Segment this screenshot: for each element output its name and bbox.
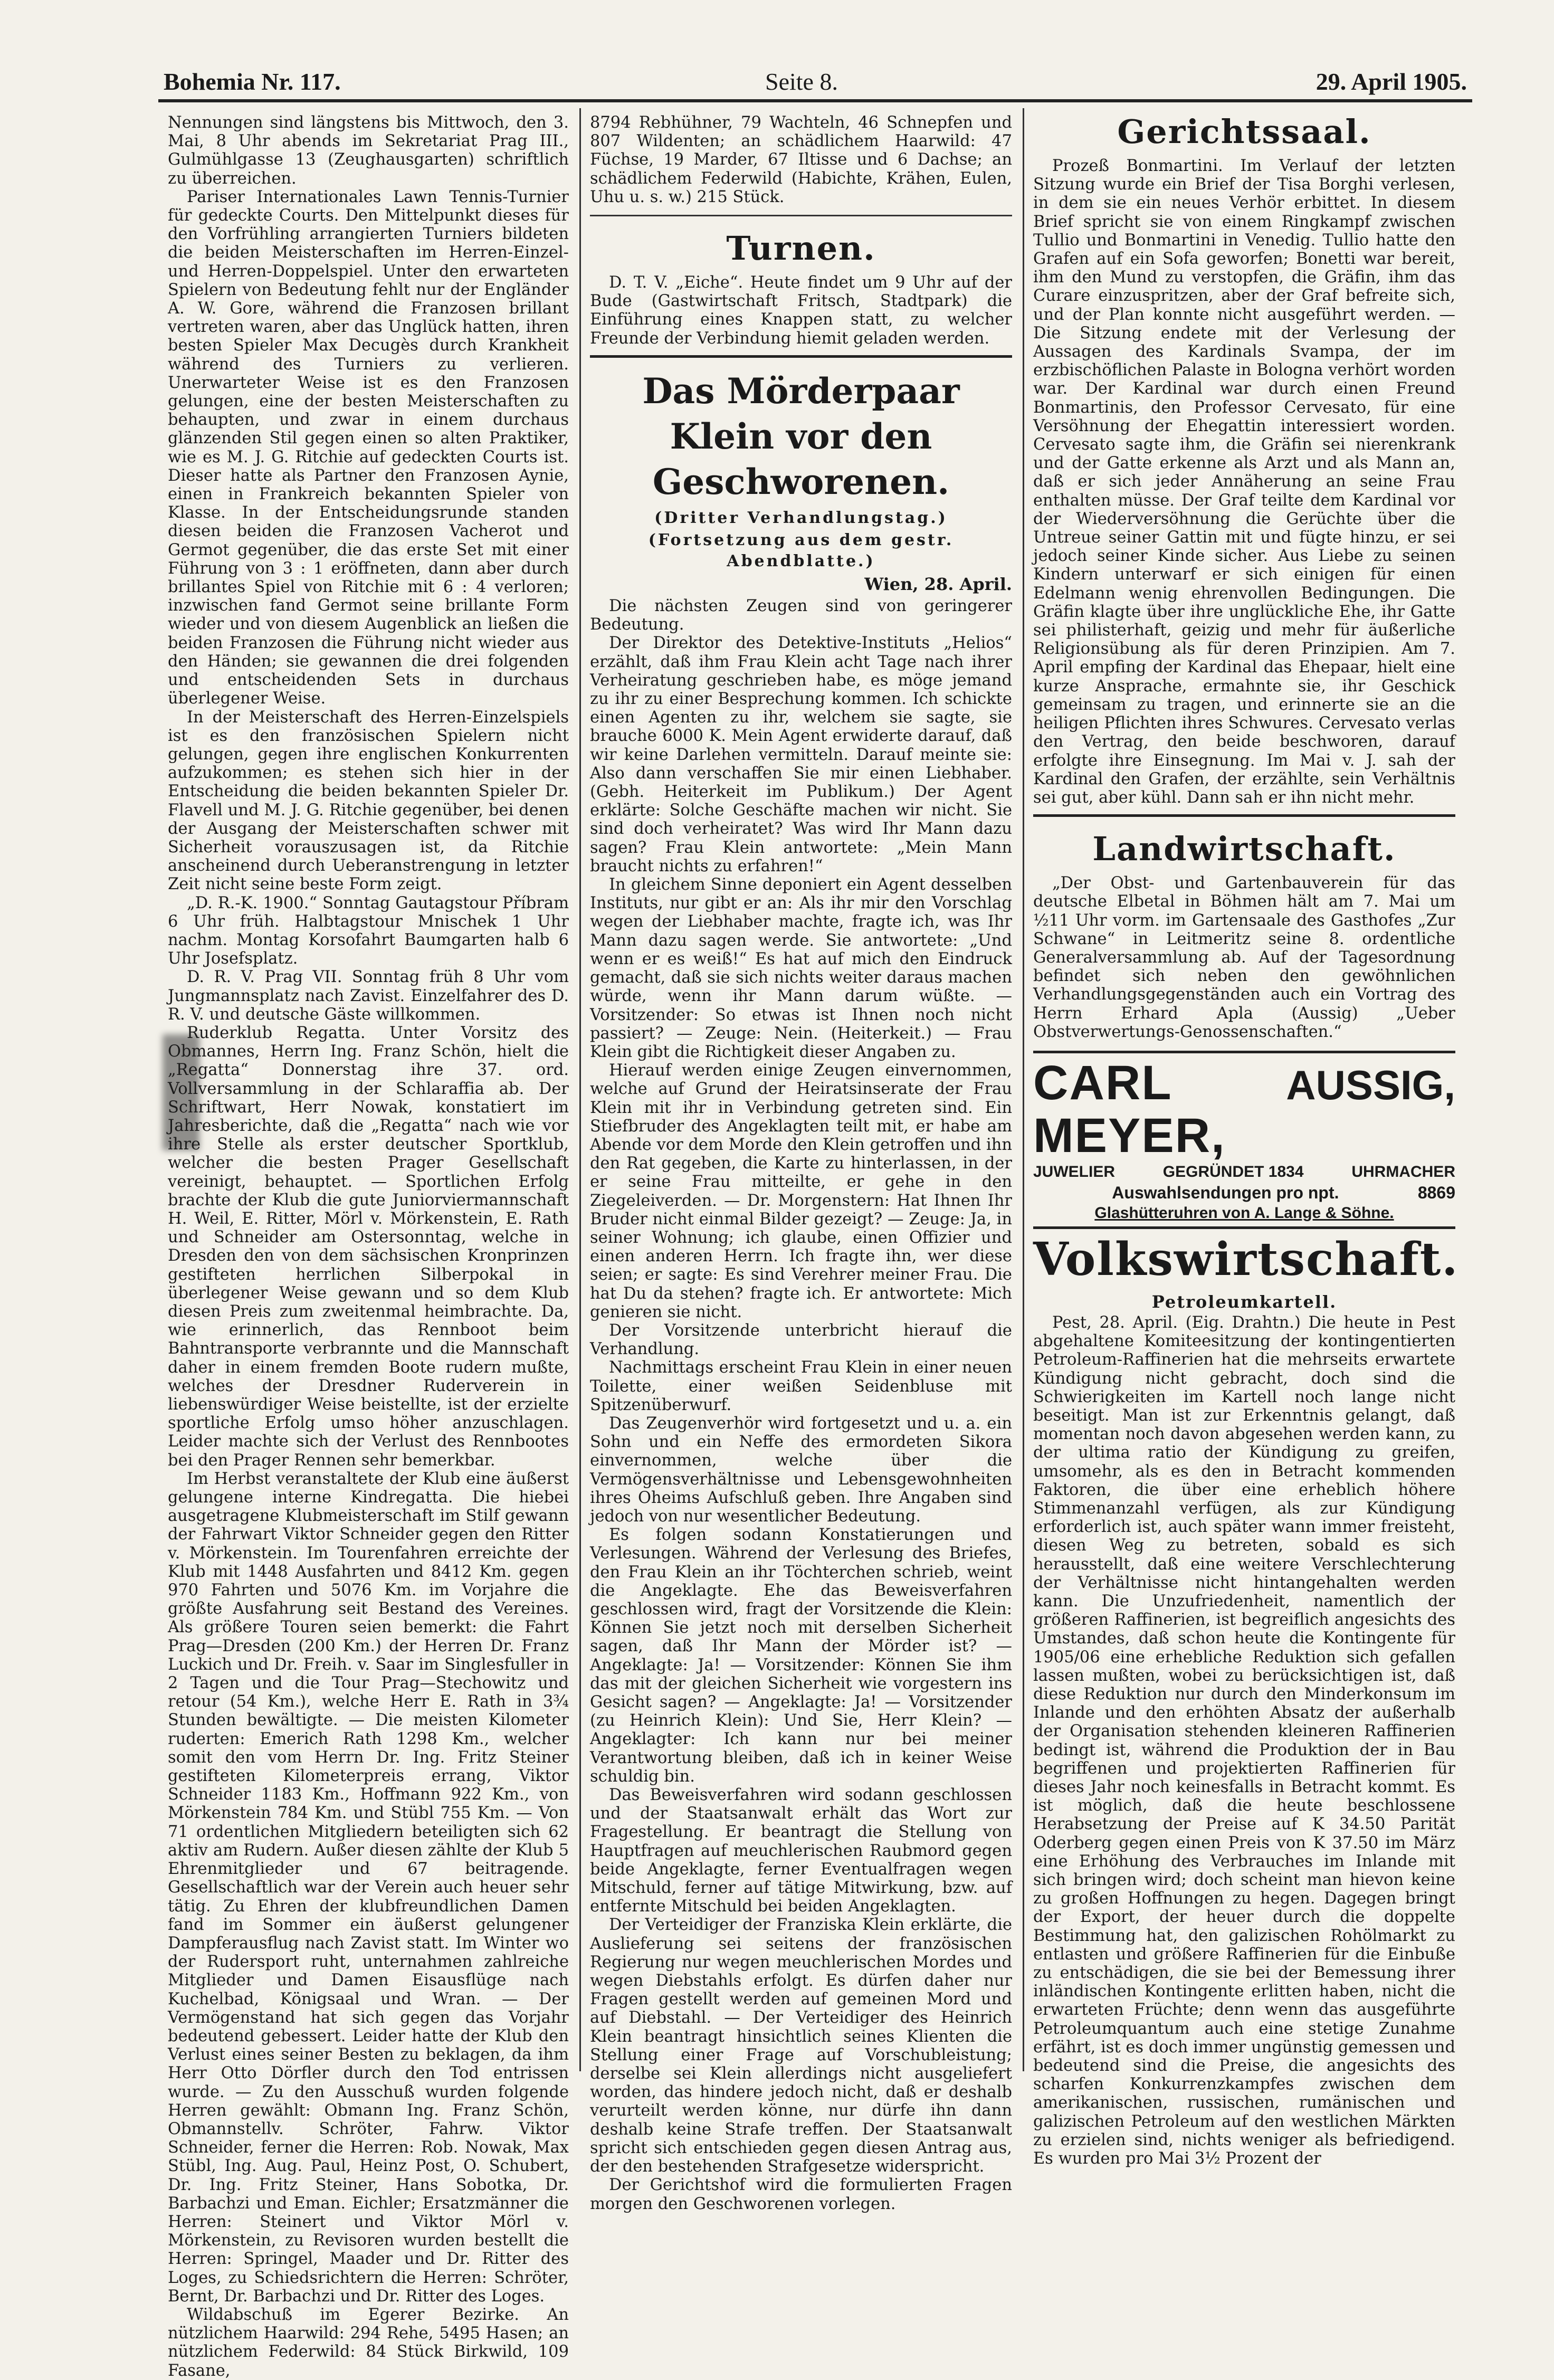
article-paragraph: 8794 Rebhühner, 79 Wachteln, 46 Schnepfen und 807 Wildenten; an schädlichem Haarwild: 47 Füchse, 19 Marder, 67 Iltisse und 6 Dachse; an schädlichem Federwild (Habichte, Krähen, Eulen, Uhu u. s. w.) 215 Stück.: [590, 113, 1012, 206]
column-divider: [579, 108, 581, 2071]
article-paragraph: Wildabschuß im Egerer Bezirke. An nützlichem Haarwild: 294 Rehe, 5495 Hasen; an nützlichem Federwild: 84 Stück Birkwild, 109 Fasane,: [168, 2305, 569, 2380]
section-divider: [590, 355, 1012, 358]
article-subtitle: (Dritter Verhandlungstag.): [654, 508, 948, 527]
article-paragraph: Im Herbst veranstaltete der Klub eine äußerst gelungene interne Kindregatta. Die hiebei ausgetragene Klubmeisterschaft im Stilf gewann der Fahrwart Viktor Schneider gegen den Ritter v. Mörkenstein. Im Tourenfahren erreichte der Klub mit 1448 Ausfahrten und 8412 Km. gegen 970 Fahrten und 5076 Km. im Vorjahre die größte Ausfahrung seit Bestand des Vereines. Als größere Touren seien bemerkt: die Fahrt Prag—Dresden (200 Km.) der Herren Dr. Franz Luckich und Dr. Freih. v. Saar im Singlesfuller in 2 Tagen und die Tour Prag—Stechowitz und retour (54 Km.), welche Herr E. Rath in 3¾ Stunden bewältigte. — Die meisten Kilometer ruderten: Emerich Rath 1298 Km., welcher somit den vom Herrn Dr. Ing. Fritz Steiner gestifteten Kilometerpreis errang, Viktor Schneider 1183 Km., Hoffmann 922 Km., von Mörkenstein 784 Km. und Stübl 755 Km. — Von 71 ordentlichen Mitgliedern beteiligten sich 62 aktiv am Rudern. Außer diesen zählte der Klub 5 Ehrenmitglieder und 67 beitragende. Gesellschaftlich war der Verein auch heuer sehr tätig. Zu Ehren der klubfreundlichen Damen fand im Sommer ein äußerst gelungener Dampferausflug nach Zavist statt. Im Winter wo der Rudersport ruht, unternahmen zahlreiche Mitglieder und Damen Eisausflüge nach Kuchelbad, Königsaal und Wran. — Der Vermögenstand hat sich gegen das Vorjahr bedeutend gebessert. Leider hatte der Klub den Verlust eines seiner Besten zu beklagen, da ihm Herr Otto Dörfler durch den Tod entrissen wurde. — Zu den Ausschuß wurden folgende Herren gewählt: Obmann Ing. Franz Schön, Obmannstellv. Schröter, Fahrw. Viktor Schneider, ferner die Herren: Rob. Nowak, Max Stübl, Ing. Aug. Paul, Heinz Post, O. Schubert, Dr. Ing. Fritz Steiner, Hans Sobotka, Dr. Barbachzi und Eman. Eichler; Ersatzmänner die Herren: Steinert und Viktor Mörl v. Mörkenstein, zu Revisoren wurden bestellt die Herren: Springel, Maader und Dr. Ritter des Loges, zu Schiedsrichtern die Herren: Schröter, Bernt, Dr. Barbachzi und Dr. Ritter des Loges.: [168, 1469, 569, 2306]
ad-trade-right: UHRMACHER: [1351, 1163, 1455, 1181]
article-paragraph: Pariser Internationales Lawn Tennis-Turnier für gedeckte Courts. Den Mittelpunkt dieses für den Vorfrühling arrangierten Turniers bildeten die beiden Meisterschaften im Herren-Einzel- und Herren-Doppelspiel. Unter den erwarteten Spielern von Bedeutung fehlt nur der Engländer A. W. Gore, während die Franzosen brillant vertreten waren, aber das Unglück hatten, ihren besten Spieler Max Decugès durch Krankheit während des Turniers zu verlieren. Unerwarteter Weise ist es den Franzosen gelungen, eine der besten Meisterschaften zu behaupten, und zwar in einem durchaus glänzenden Stil gegen einen so alten Praktiker, wie es M. J. G. Ritchie auf gedeckten Courts ist. Dieser hatte als Partner den Franzosen Aynie, einen in Frankreich bekannten Spieler von Klasse. In der Entscheidungsrunde standen diesen beiden die Franzosen Vacherot und Germot gegenüber, die das erste Set mit einer Führung von 3 : 1 eröffneten, dann aber durch brillantes Spiel von Ritchie mit 6 : 4 verloren; inzwischen fand Germot seine brillante Form wieder und von diesem Augenblick an ließen die beiden Franzosen die Führung nicht wieder aus den Händen; sie gewannen die drei folgenden und entscheidenden Sets in durchaus überlegener Weise.: [168, 187, 569, 708]
ad-line: [1033, 1182, 1455, 1203]
section-divider: [1033, 814, 1455, 817]
ad-founded: GEGRÜNDET 1834: [1162, 1163, 1304, 1181]
section-title-gerichtssaal: Gerichtssaal.: [1117, 112, 1371, 151]
article-paragraph: D. T. V. „Eiche“. Heute findet um 9 Uhr auf der Bude (Gastwirtschaft Fritsch, Stadtpark) die Einführung eines Knappen statt, zu welcher Freunde der Verbindung hiemit geladen werden.: [590, 273, 1012, 348]
column-3: [1033, 112, 1459, 2168]
ad-shipping-text: Auswahlsendungen pro npt.: [1112, 1183, 1339, 1202]
ad-trade-left: JUWELIER: [1033, 1163, 1116, 1181]
masthead-title: Bohemia Nr. 117.: [164, 68, 341, 95]
column-1: [168, 113, 569, 2380]
article-paragraph: Der Verteidiger der Franziska Klein erklärte, die Auslieferung sei seitens der französischen Regierung nur wegen meuchlerischen Mordes und wegen Diebstahls erfolgt. Es dürfen daher nur Fragen gestellt werden auf gemeinen Mord und auf Diebstahl. — Der Verteidiger des Heinrich Klein beantragt hinsichtlich seines Klienten die Stellung einer Frage auf Vorschubleistung; derselbe sei Klein allerdings nicht ausgeliefert worden, das hindere jedoch nicht, daß er deshalb verurteilt werden könne, nur dürfe ihn dann deshalb keine Strafe treffen. Der Staatsanwalt spricht sich entschieden gegen diesen Antrag aus, der den bestehenden Strafgesetze widerspricht.: [590, 1916, 1012, 2176]
article-paragraph: Der Gerichtshof wird die formulierten Fragen morgen den Geschworenen vorlegen.: [590, 2176, 1012, 2213]
ad-company-name: CARL MEYER,: [1033, 1055, 1226, 1163]
article-paragraph: Hierauf werden einige Zeugen einvernommen, welche auf Grund der Heiratsinserate der Frau Klein mit ihr in Verbindung getreten sind. Ein Stiefbruder des Angeklagten teilt mit, er habe am Abende vor dem Morde den Klein getroffen und ihn den Rat gegeben, die Karte zu hinterlassen, in der er seine Frau mitteilte, er gehe in den Ziegeleiverden. — Dr. Morgenstern: Hat Ihnen Ihr Bruder nicht einmal Bilder gezeigt? — Zeuge: Ja, in seiner Wohnung; ich glaube, einen Offizier und einen anderen Herrn. Ich fragte ihn, wer diese seien; er sagte: Es sind Verehrer meiner Frau. Die hat Du da stehen? fragte ich. Er antwortete: Mich genieren sie nicht.: [590, 1061, 1012, 1321]
column-divider: [1023, 108, 1024, 2071]
column-2: [590, 113, 1012, 2213]
masthead-rule: [158, 99, 1472, 102]
section-title-turnen: Turnen.: [726, 229, 876, 268]
advertisement-carl-meyer: [1033, 1051, 1455, 1229]
section-title-landwirtschaft: Landwirtschaft.: [1092, 830, 1396, 869]
ad-city: AUSSIG,: [1286, 1061, 1455, 1108]
section-title-volkswirtschaft: Volkswirtschaft.: [1033, 1232, 1459, 1286]
ad-watches-line: Glashütteruhren von A. Lange & Söhne.: [1094, 1204, 1394, 1222]
article-paragraph: Das Beweisverfahren wird sodann geschlossen und der Staatsanwalt erhält das Wort zur Fragestellung. Er beantragt die Stellung von Hauptfragen auf meuchlerischen Raubmord gegen beide Angeklagte, ferner Eventualfragen wegen Mitschuld, ferner auf tätige Mitwirkung, bzw. auf entfernte Mitschuld bei beiden Angeklagten.: [590, 1786, 1012, 1916]
article-subtitle: Petroleumkartell.: [1151, 1291, 1337, 1312]
article-headline: Das Mörderpaar Klein vor den Geschworenen.: [642, 370, 960, 502]
article-subtitle: (Fortsetzung aus dem gestr. Abendblatte.): [648, 530, 954, 570]
article-dateline: Wien, 28. April.: [864, 574, 1012, 594]
article-paragraph: Es folgen sodann Konstatierungen und Verlesungen. Während der Verlesung des Briefes, den Frau Klein an ihr Töchterchen schrieb, weint die Angeklagte. Ehe das Beweisverfahren geschlossen wird, fragt der Vorsitzende die Klein: Können Sie jetzt noch mit derselben Sicherheit sagen, daß Ihr Mann der Mörder ist? — Angeklagte: Ja! — Vorsitzender: Können Sie ihm das mit der gleichen Sicherheit wie vorgestern ins Gesicht sagen? — Angeklagte: Ja! — Vorsitzender (zu Heinrich Klein): Und Sie, Herr Klein? — Angeklagter: Ich kann nur bei meiner Verantwortung bleiben, daß ich in keiner Weise schuldig bin.: [590, 1526, 1012, 1786]
article-paragraph: D. R. V. Prag VII. Sonntag früh 8 Uhr vom Jungmannsplatz nach Zavist. Einzelfahrer des D. R. V. und deutsche Gäste willkommen.: [168, 968, 569, 1024]
article-paragraph: Nachmittags erscheint Frau Klein in einer neuen Toilette, einer weißen Seidenbluse mit Spitzenüberwurf.: [590, 1358, 1012, 1414]
ad-header: [1033, 1056, 1455, 1162]
article-paragraph: Ruderklub Regatta. Unter Vorsitz des Obmannes, Herrn Ing. Franz Schön, hielt die „Regatta“ Donnerstag ihre 37. ord. Vollversammlung in der Schlaraffia ab. Der Schriftwart, Herr Nowak, konstatiert im Jahresberichte, daß die „Regatta“ nach wie vor ihre Stelle als erster deutscher Sportklub, welcher die besten Prager Gesellschaft vereinigt, behauptet. — Sportlichen Erfolg brachte der Klub die gute Juniorviermannschaft H. Weil, E. Ritter, Mörl v. Mörkenstein, E. Rath und Schneider am Ostersonntag, welche in Dresden den von dem sächsischen Kronprinzen gestifteten herrlichen Silberpokal in überlegener Weise gewann und so dem Klub diesen Preis zum zweitenmal heimbrachte. Da, wie erinnerlich, das Rennboot beim Bahntransporte verbrannte und die Mannschaft daher in einem fremden Boote rudern mußte, welches der Dresdner Ruderverein in liebenswürdiger Weise beistellte, ist der erzielte sportliche Erfolg umso höher anzuschlagen. Leider machte sich der Verlust des Rennbootes bei den Prager Rennen sehr bemerkbar.: [168, 1023, 569, 1470]
article-paragraph: „D. R.-K. 1900.“ Sonntag Gautagstour Příbram 6 Uhr früh. Halbtagstour Mnischek 1 Uhr nachm. Montag Korsofahrt Baumgarten halb 6 Uhr Josefsplatz.: [168, 893, 569, 968]
article-paragraph: Der Direktor des Detektive-Instituts „Helios“ erzählt, daß ihm Frau Klein acht Tage nach ihrer Verheiratung geschrieben habe, es möge jemand zu ihr zu einer Besprechung kommen. Ich schickte einen Agenten zu ihr, welchem sie sagte, sie brauche 6000 K. Mein Agent erwiderte darauf, daß wir keine Darlehen vermitteln. Darauf meinte sie: Also dann verschaffen Sie mir einen Liebhaber. (Gebh. Heiterkeit im Publikum.) Der Agent erklärte: Solche Geschäfte machen wir nicht. Sie sind doch verheiratet? Was wird Ihr Mann dazu sagen? Frau Klein antwortete: „Mein Mann braucht nichts zu erfahren!“: [590, 634, 1012, 875]
article-paragraph: Das Zeugenverhör wird fortgesetzt und u. a. ein Sohn und ein Neffe des ermordeten Sikora einvernommen, welche über die Vermögensverhältnisse und Lebensgewohnheiten ihres Oheims Aufschluß geben. Ihre Angaben sind jedoch von nur wesentlicher Bedeutung.: [590, 1414, 1012, 1526]
article-paragraph: Pest, 28. April. (Eig. Drahtn.) Die heute in Pest abgehaltene Komiteesitzung der kontingentierten Petroleum-Raffinerien hat die mehrseits erwartete Kündigung nicht gebracht, doch sind die Schwierigkeiten im Kartell noch lange nicht beseitigt. Man ist zur Erkenntnis gelangt, daß momentan noch davon abgesehen werden kann, zu der ultima ratio der Kündigung zu greifen, umsomehr, als es den in Betracht kommenden Faktoren, die über eine erheblich höhere Stimmenanzahl verfügen, als zur Kündigung erforderlich ist, auch später wann immer freisteht, diesen Weg zu betreten, sobald es sich herausstellt, daß eine weitere Verschlechterung der Verhältnisse nicht hintangehalten werden kann. Die Unzufriedenheit, namentlich der größeren Raffinerien, ist begreiflich angesichts des Umstandes, daß schon heute die Kontingente für 1905/06 eine erhebliche Reduktion sich gefallen lassen mußten, wobei zu berücksichtigen ist, daß diese Reduktion nur durch den Minderkonsum im Inlande und den erhöhten Absatz der außerhalb der Organisation stehenden kleineren Raffinerien bedingt ist, während die Produktion der in Bau begriffenen und projektierten Raffinerien für dieses Jahr noch keinesfalls in Betracht kommt. Es ist möglich, daß die heute beschlossene Herabsetzung der Preise auf K 34.50 Parität Oderberg gegen einen Preis von K 37.50 im März eine Erhöhung des Verbrauches im Inlande mit sich bringen wird; doch scheint man hievon keine zu großen Hoffnungen zu hegen. Dagegen bringt der Export, der heuer durch die doppelte Bestimmung hat, den galizischen Rohölmarkt zu entlasten und größere Raffinerien für die Einbuße zu entschädigen, die sie bei der Bemessung ihrer inländischen Kontingente erlitten haben, nicht die erwarteten Früchte; denn wenn das ausgeführte Petroleumquantum auch eine stetige Zunahme erfährt, ist es doch immer ungünstig gemessen und bedeutend sind die Preise, die angesichts des scharfen Konkurrenzkampfes zwischen dem amerikanischen, russischen, rumänischen und galizischen Petroleum auf den westlichen Märkten zu erzielen sind, nichts weniger als befriedigend. Es wurden pro Mai 3½ Prozent der: [1033, 1313, 1455, 2168]
article-paragraph: In der Meisterschaft des Herren-Einzelspiels ist es den französischen Spielern nicht gelungen, gegen ihre englischen Konkurrenten aufzukommen; es stehen sich hier in der Entscheidung die beiden bekannten Spieler Dr. Flavell und M. J. G. Ritchie gegenüber, bei denen der Ausgang der Meisterschaften schwer mit Sicherheit vorauszusagen ist, da Ritchie anscheinend durch Ueberanstrengung in letzter Zeit nicht seine beste Form zeigt.: [168, 708, 569, 894]
masthead: [164, 62, 1467, 104]
article-paragraph: Prozeß Bonmartini. Im Verlauf der letzten Sitzung wurde ein Brief der Tisa Borghi verlesen, in dem sie ein neues Verhör erbittet. In diesem Brief spricht sie von einem Ringkampf zwischen Tullio und Bonmartini in Venedig. Tullio hatte den Grafen auf ein Sofa geworfen; Bonetti war bereit, ihm den Mund zu verstopfen, die Gräfin, ihm das Curare einzuspritzen, aber der Graf befreite sich, und der Plan konnte nicht ausgeführt werden. — Die Sitzung endete mit der Verlesung der Aussagen des Kardinals Svampa, der im erzbischöflichen Palaste in Bologna verhört worden war. Der Kardinal war durch einen Freund Bonmartinis, den Professor Cervesato, für eine Versöhnung der Ehegattin interessiert worden. Cervesato sagte ihm, die Gräfin sei nierenkrank und der Gatte erkenne als Arzt und als Mann an, daß er sich jeder Annäherung an seine Frau enthalten müsse. Der Graf teilte dem Kardinal vor der Wiederversöhnung die Gerüchte über die Untreue seiner Gattin mit und fügte hinzu, er sei jedoch seiner Kinde sicher. Aus Liebe zu seinen Kindern unterwarf er sich einigen für einen Edelmann wenig ehrenvollen Bedingungen. Die Gräfin klagte über ihre unglückliche Ehe, ihr Gatte sei philisterhaft, geizig und mehr für äußerliche Religionsübung als für deren Prinzipien. Am 7. April empfing der Kardinal das Ehepaar, hielt eine kurze Ansprache, ermahnte sie, ihr Geschick gemeinsam zu tragen, und erinnerte sie an die heiligen Pflichten ihres Schwures. Cervesato verlas den Vertrag, den beide beschworen, darauf erfolgte ihre Einsegnung. Im Mai v. J. sah der Kardinal den Grafen, der erzählte, sein Verhältnis sei gut, aber kühl. Dann sah er ihn nicht mehr.: [1033, 157, 1455, 807]
article-paragraph: In gleichem Sinne deponiert ein Agent desselben Instituts, nur gibt er an: Als ihr mir den Vorschlag wegen der Liebhaber machte, fragte ich, was Ihr Mann dazu sagen werde. Sie antwortete: „Und wenn er es weiß!“ Es hat auf mich den Eindruck gemacht, daß sie sich nichts weiter daraus machen würde, wenn ihr Mann darum wüßte. — Vorsitzender: So etwas ist Ihnen noch nicht passiert? — Zeuge: Nein. (Heiterkeit.) — Frau Klein gibt die Richtigkeit dieser Angaben zu.: [590, 875, 1012, 1061]
masthead-date: 29. April 1905.: [1315, 68, 1467, 95]
article-paragraph: Der Vorsitzende unterbricht hierauf die Verhandlung.: [590, 1321, 1012, 1359]
ad-number: 8869: [1417, 1183, 1455, 1202]
masthead-page-number: Seite 8.: [765, 68, 838, 95]
ad-subline: [1033, 1162, 1455, 1182]
section-divider: [590, 215, 1012, 216]
article-paragraph: Nennungen sind längstens bis Mittwoch, den 3. Mai, 8 Uhr abends im Sekretariat Prag III., Gulmühlgasse 13 (Zeughausgarten) schriftlich zu überreichen.: [168, 113, 569, 188]
article-paragraph: „Der Obst- und Gartenbauverein für das deutsche Elbetal in Böhmen hält am 7. Mai um ½11 Uhr vorm. im Gartensaale des Gasthofes „Zur Schwane“ in Leitmeritz seine 8. ordentliche Generalversammlung ab. Auf der Tagesordnung befindet sich neben den gewöhnlichen Verhandlungsgegenständen auch ein Vortrag des Herrn Erhard Apla (Aussig) „Ueber Obstverwertungs-Genossenschaften.“: [1033, 874, 1455, 1041]
article-paragraph: Die nächsten Zeugen sind von geringerer Bedeutung.: [590, 597, 1012, 634]
